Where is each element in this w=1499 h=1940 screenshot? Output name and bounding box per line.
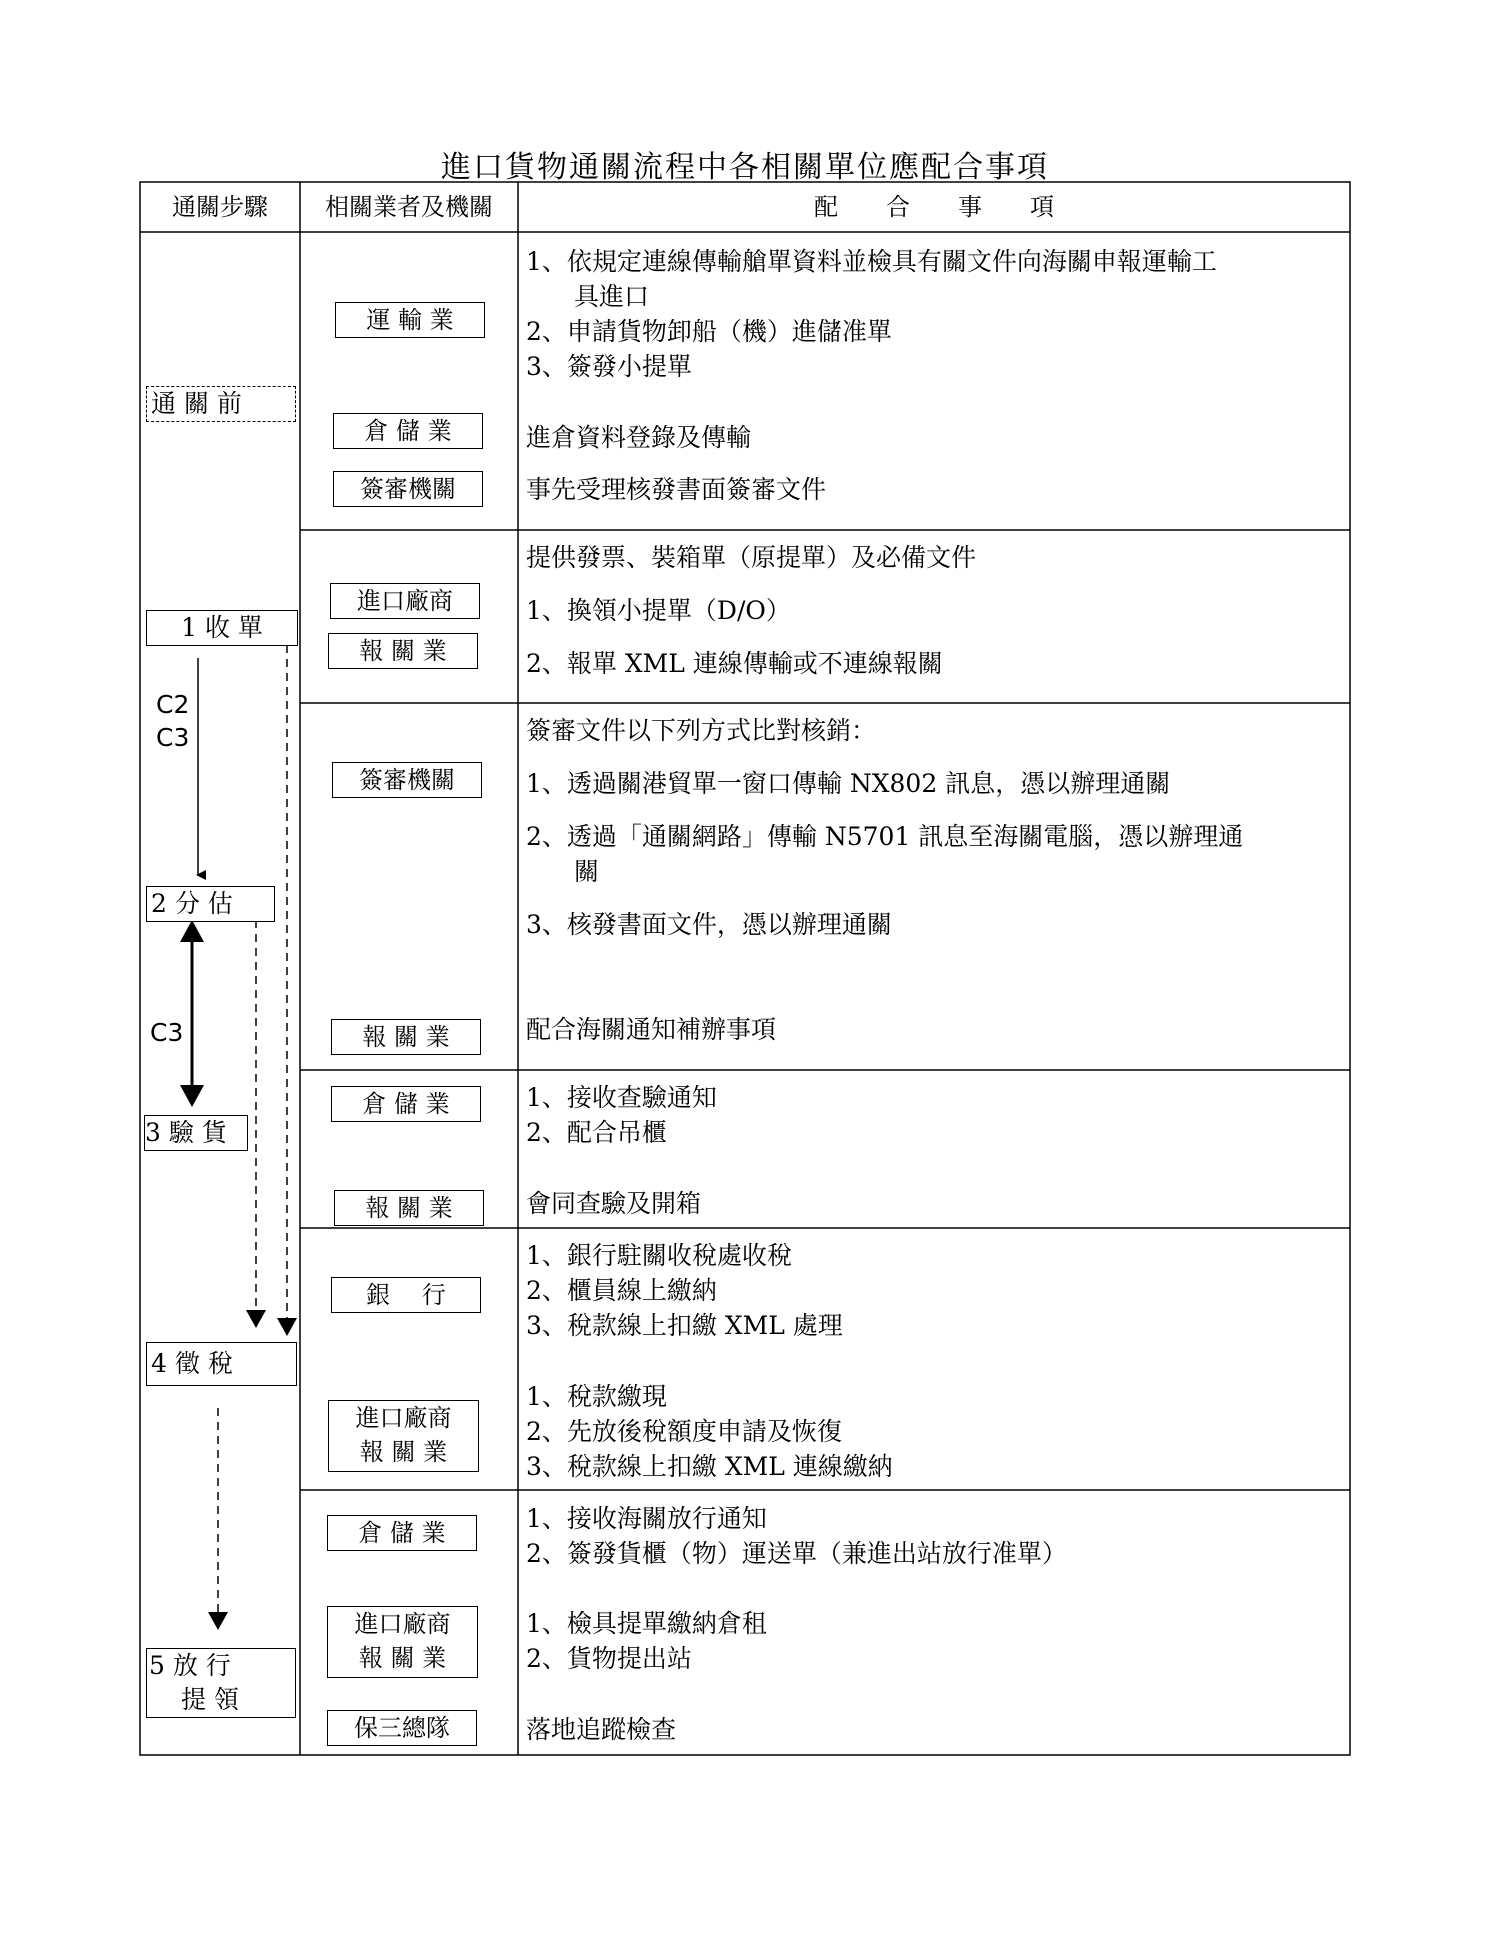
arrowhead-up xyxy=(180,920,204,942)
matters-importer-tax xyxy=(526,1379,893,1484)
matter-assess-intro: 簽審文件以下列方式比對核銷： xyxy=(526,716,877,745)
party-approval-assess: 簽審機關 xyxy=(332,762,482,798)
party-broker-tax: 報 關 業 xyxy=(359,1438,448,1466)
matter-line: 3、稅款線上扣繳 XML 連線繳納 xyxy=(526,1452,893,1481)
matter-line: 1、稅款繳現 xyxy=(526,1382,667,1411)
step-pre-clearance: 通 關 前 xyxy=(146,386,296,422)
matter-line: 2、貨物提出站 xyxy=(526,1644,692,1673)
matter-approval-pre: 事先受理核發書面簽審文件 xyxy=(526,475,827,504)
party-bank: 銀 行 xyxy=(331,1277,481,1313)
label-c2: C2 xyxy=(156,690,190,719)
matters-bank xyxy=(526,1238,843,1343)
party-transport: 運 輸 業 xyxy=(335,302,485,338)
header-matters: 配 合 事 項 xyxy=(814,193,1054,221)
arrowhead-down xyxy=(180,1085,204,1107)
party-broker-release: 報 關 業 xyxy=(358,1644,447,1672)
matters-importer-release xyxy=(526,1606,767,1676)
step-receive: 1 收 單 xyxy=(146,610,298,646)
matter-line: 3、稅款線上扣繳 XML 處理 xyxy=(526,1311,843,1340)
matter-broker-receive: 2、報單 XML 連線傳輸或不連線報關 xyxy=(526,649,943,678)
label-c3-first: C3 xyxy=(156,723,190,752)
matter-assess-item-1: 1、透過關港貿單一窗口傳輸 NX802 訊息，憑以辦理通關 xyxy=(526,769,1171,798)
matter-line: 3、簽發小提單 xyxy=(526,352,692,381)
matter-line: 具進口 xyxy=(574,282,650,311)
matters-transport xyxy=(526,244,1217,384)
matter-line: 2、先放後稅額度申請及恢復 xyxy=(526,1417,842,1446)
party-warehouse-inspect: 倉 儲 業 xyxy=(331,1086,481,1122)
step-release-line1: 5 放 行 xyxy=(149,1651,231,1680)
matters-warehouse-release xyxy=(526,1501,1067,1571)
matter-warehouse-pre: 進倉資料登錄及傳輸 xyxy=(526,423,752,452)
matter-line: 2、配合吊櫃 xyxy=(526,1118,667,1147)
matter-line: 1、檢具提單繳納倉租 xyxy=(526,1609,767,1638)
header-step: 通關步驟 xyxy=(172,193,268,221)
matter-line: 1、接收海關放行通知 xyxy=(526,1504,767,1533)
arrowhead-dashed-1 xyxy=(277,1318,297,1336)
party-broker-inspect: 報 關 業 xyxy=(334,1190,484,1226)
party-importer-broker-release xyxy=(327,1606,478,1678)
step-inspect: 3 驗 貨 xyxy=(144,1115,248,1151)
step-release xyxy=(146,1648,296,1718)
matter-importer-receive: 1、換領小提單（D/O） xyxy=(526,596,791,625)
party-broker-receive: 報 關 業 xyxy=(328,633,478,669)
matter-line: 1、銀行駐關收稅處收稅 xyxy=(526,1241,792,1270)
matter-line: 2、簽發貨櫃（物）運送單（兼進出站放行准單） xyxy=(526,1539,1067,1568)
party-importer-release: 進口廠商 xyxy=(354,1610,451,1638)
party-warehouse-release: 倉 儲 業 xyxy=(327,1515,477,1551)
matter-assess-item-2 xyxy=(526,819,1243,889)
arrowhead-dashed-2 xyxy=(246,1310,266,1328)
matter-assess-item-3: 3、核發書面文件，憑以辦理通關 xyxy=(526,910,892,939)
matter-broker-inspect: 會同查驗及開箱 xyxy=(526,1189,702,1218)
matter-line: 2、申請貨物卸船（機）進儲准單 xyxy=(526,317,892,346)
party-importer-receive: 進口廠商 xyxy=(330,583,480,619)
arrowhead-dashed-3 xyxy=(208,1612,228,1630)
page-title: 進口貨物通關流程中各相關單位應配合事項 xyxy=(441,150,1049,185)
step-tax: 4 徵 稅 xyxy=(146,1342,297,1386)
label-c3-second: C3 xyxy=(150,1018,184,1047)
party-broker-assess: 報 關 業 xyxy=(331,1019,481,1055)
matter-broker-assess: 配合海關通知補辦事項 xyxy=(526,1015,777,1044)
matter-line: 2、透過「通關網路」傳輸 N5701 訊息至海關電腦，憑以辦理通 xyxy=(526,822,1244,851)
matter-police: 落地追蹤檢查 xyxy=(526,1715,677,1744)
party-warehouse-pre: 倉 儲 業 xyxy=(333,413,483,449)
party-importer-broker-tax xyxy=(328,1400,479,1472)
header-parties: 相關業者及機關 xyxy=(325,193,493,221)
matter-line: 1、接收查驗通知 xyxy=(526,1083,717,1112)
matter-receive-intro: 提供發票、裝箱單（原提單）及必備文件 xyxy=(526,543,977,572)
matter-line: 2、櫃員線上繳納 xyxy=(526,1276,717,1305)
matters-warehouse-inspect xyxy=(526,1080,717,1150)
matter-line: 1、依規定連線傳輸艙單資料並檢具有關文件向海關申報運輸工 xyxy=(526,247,1217,276)
party-police: 保三總隊 xyxy=(327,1710,477,1746)
party-approval-pre: 簽審機關 xyxy=(333,471,483,507)
party-importer-tax: 進口廠商 xyxy=(355,1404,452,1432)
matter-line: 關 xyxy=(574,857,600,886)
step-release-line2: 提 領 xyxy=(181,1685,239,1714)
step-assess: 2 分 估 xyxy=(146,886,275,922)
